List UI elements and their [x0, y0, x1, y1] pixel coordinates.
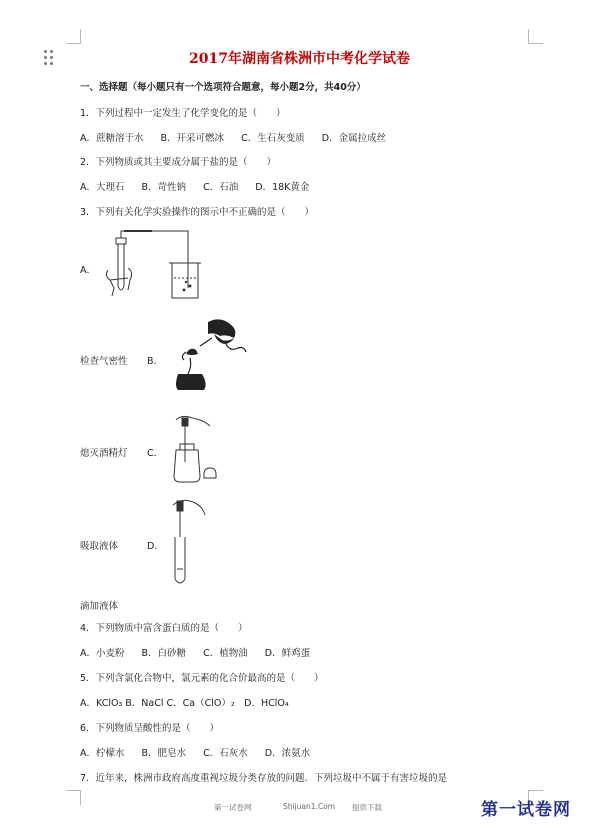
option-c: C．石油: [203, 182, 239, 193]
option-c: C．生石灰变质: [241, 133, 305, 144]
option-c-caption: 吸取液体: [80, 541, 119, 552]
brand-watermark: 第一试卷网: [481, 800, 571, 820]
question-5-stem: 5．下列含氯化合物中，氯元素的化合价最高的是（ ）: [80, 673, 324, 684]
page-title: 2017年湖南省株洲市中考化学试卷: [189, 51, 410, 67]
option-c-letter: C．: [147, 448, 164, 459]
option-a: A．柠檬水: [80, 748, 125, 759]
option-a-letter: A．: [80, 265, 96, 276]
question-2-options: [80, 182, 323, 194]
option-b-letter: B．: [147, 356, 164, 367]
option-b: B．白砂糖: [141, 648, 187, 659]
dropper-bottle-figure: [166, 414, 218, 486]
question-4-options: [80, 648, 324, 660]
question-4-stem: 4．下列物质中富含蛋白质的是（ ）: [80, 623, 248, 634]
page-corner-mark: [66, 29, 81, 44]
airtightness-check-figure: [100, 228, 210, 304]
option-d: D．浓氨水: [264, 748, 311, 759]
footer-right: 提供下载: [352, 803, 382, 812]
footer-left: 第一试卷网: [214, 803, 252, 812]
option-a: A．小麦粉: [80, 648, 125, 659]
option-a: A．蔗糖溶于水: [80, 133, 144, 144]
option-d: D．鲜鸡蛋: [264, 648, 311, 659]
option-b: B．开采可燃冰: [160, 133, 225, 144]
option-d-caption: 滴加液体: [80, 601, 119, 612]
option-a-caption: 检查气密性: [80, 356, 128, 367]
question-1-stem: 1．下列过程中一定发生了化学变化的是（ ）: [80, 108, 286, 119]
page-corner-mark: [528, 29, 543, 44]
option-c: C．植物油: [203, 648, 248, 659]
footer-mid[interactable]: Shijuan1.Com: [283, 802, 336, 811]
test-tube-dropper-figure: [165, 497, 209, 589]
question-6-options: [80, 748, 324, 760]
option-b-caption: 熄灭酒精灯: [80, 448, 128, 459]
question-3-stem: 3．下列有关化学实验操作的图示中不正确的是（ ）: [80, 207, 315, 218]
alcohol-lamp-blow-figure: [168, 316, 250, 394]
question-2-stem: 2．下列物质或其主要成分属于盐的是（ ）: [80, 157, 277, 168]
question-5-options: A．KClO₃ B．NaCl C．Ca（ClO）₂ D．HClO₄: [80, 698, 289, 709]
option-b: B．肥皂水: [141, 748, 187, 759]
option-d: D．金属拉成丝: [321, 133, 387, 144]
option-b: B．苛性钠: [141, 182, 187, 193]
question-1-options: [80, 133, 400, 145]
option-c: C．石灰水: [203, 748, 248, 759]
question-6-stem: 6．下列物质呈酸性的是（ ）: [80, 723, 220, 734]
option-a: A．大理石: [80, 182, 125, 193]
question-7-stem: 7．近年来，株洲市政府高度重视垃圾分类存放的问题．下列垃圾中不属于有害垃圾的是: [80, 773, 448, 784]
option-d-letter: D．: [147, 541, 164, 552]
option-d: D．18K黄金: [255, 182, 310, 193]
section-heading: 一、选择题（每小题只有一个选项符合题意，每小题2分，共40分）: [80, 82, 366, 93]
